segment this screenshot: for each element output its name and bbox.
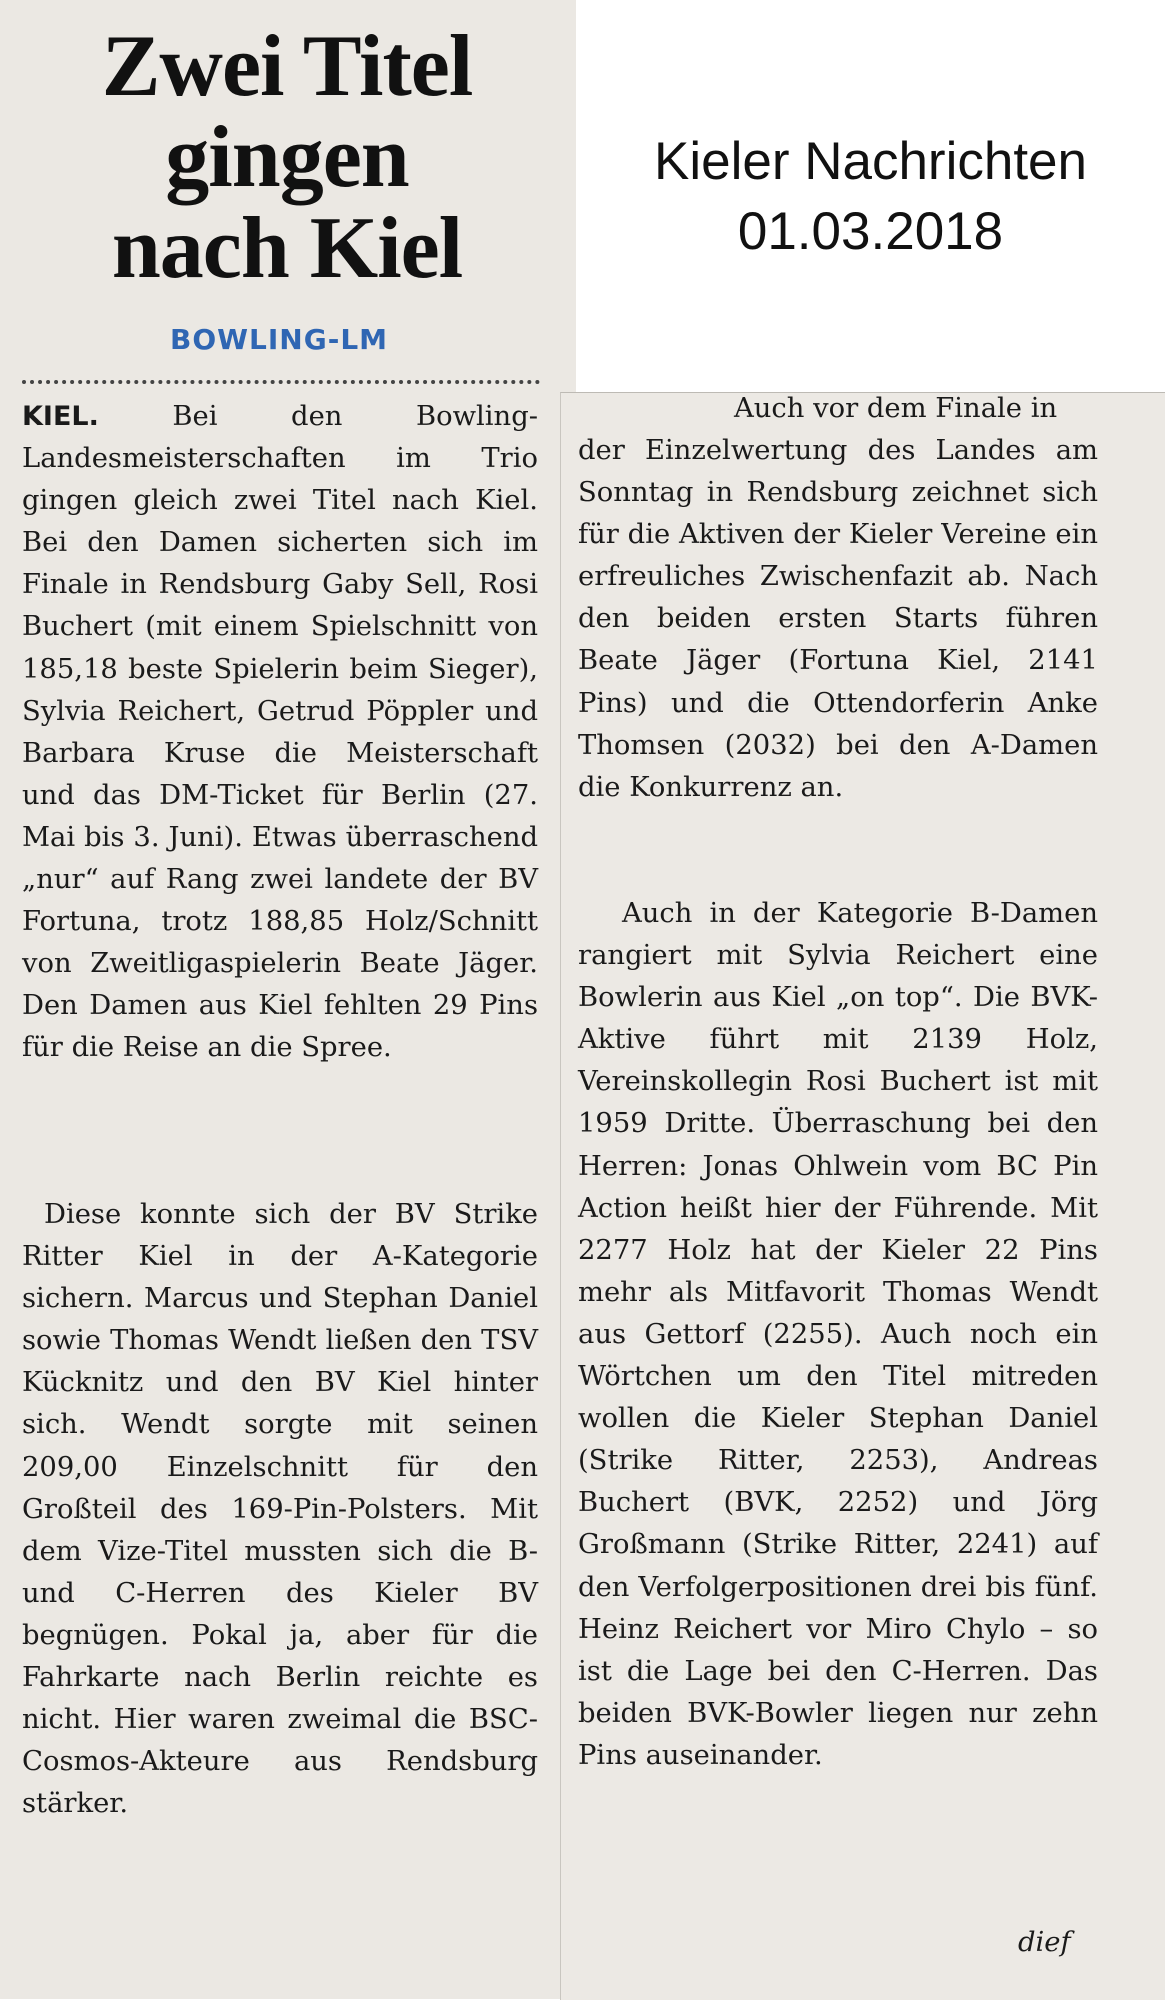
dateline-city: KIEL. — [22, 401, 99, 432]
newspaper-name: Kieler Nachrichten — [653, 132, 1088, 191]
source-caption — [576, 0, 1165, 392]
headline-line-2: gingen — [165, 109, 409, 206]
article-paragraph-2: Diese konnte sich der BV Strike Ritter Kiel in der A-Kategorie sichern. Marcus und Stephan Daniel sowie Thomas Wendt ließen den TSV Kücknitz und den BV Kiel hinter sich. Wendt sorgte mit seinen 209,00 Einzelschnitt für den Großteil des 169-Pin-Polsters. Mit dem Vize-Titel mussten sich die B- und C-Herren des Kieler BV begnügen. Pokal ja, aber für die Fahrkarte nach Berlin reichte es nicht. Hier waren zweimal die BSC-Cosmos-Akteure aus Rendsburg stärker. — [22, 1199, 538, 1820]
headline-line-3: nach Kiel — [111, 200, 463, 297]
article-paragraph-1-text: Bei den Bowling-Landesmeisterschaften im Trio gingen gleich zwei Titel nach Kiel. Bei den Damen sicherten sich im Finale in Rendsburg Gaby Sell, Rosi Buchert (mit einem Spielschnitt von 185,18 beste Spielerin beim Sieger), Sylvia Reichert, Getrud Pöppler und Barbara Kruse die Meisterschaft und das DM-Ticket für Berlin (27. Mai bis 3. Juni). Etwas überraschend „nur“ auf Rang zwei landete der BV Fortuna, trotz 188,85 Holz/Schnitt von Zweitligaspielerin Beate Jäger. Den Damen aus Kiel fehlten 29 Pins für die Reise an die Spree. — [22, 401, 538, 1064]
article-paragraph-3: der Einzelwertung des Landes am Sonntag in Rendsburg zeichnet sich für die Aktiven der Kieler Vereine ein erfreuliches Zwischenfazit ab. Nach den beiden ersten Starts führen Beate Jäger (Fortuna Kiel, 2141 Pins) und die Ottendorferin Anke Thomsen (2032) bei den A-Damen die Konkurrenz an. — [578, 435, 1098, 803]
publication-date: 01.03.2018 — [737, 202, 1004, 261]
headline-line-1: Zwei Titel — [101, 18, 473, 115]
article-paragraph-1 — [22, 396, 538, 1070]
section-kicker: BOWLING-LM — [170, 323, 389, 356]
dotted-divider — [22, 380, 540, 384]
article-paragraph-3-start: Auch vor dem Finale in — [734, 393, 1058, 424]
article-paragraph-4: Auch in der Kategorie B-Damen rangiert mit Sylvia Reichert eine Bowlerin aus Kiel „on top“. Die BVK-Aktive führt mit 2139 Holz, Vereinskollegin Rosi Buchert ist mit 1959 Dritte. Überraschung bei den Herren: Jonas Ohlwein vom BC Pin Action heißt hier der Führende. Mit 2277 Holz hat der Kieler 22 Pins mehr als Mitfavorit Thomas Wendt aus Gettorf (2255). Auch noch ein Wörtchen um den Titel mitreden wollen die Kieler Stephan Daniel (Strike Ritter, 2253), Andreas Buchert (BVK, 2252) und Jörg Großmann (Strike Ritter, 2241) auf den Verfolgerpositionen drei bis fünf. Heinz Reichert vor Miro Chylo – so ist die Lage bei den C-Herren. Das beiden BVK-Bowler liegen nur zehn Pins auseinander. — [578, 898, 1098, 1771]
author-initials: dief — [1018, 1927, 1071, 1958]
